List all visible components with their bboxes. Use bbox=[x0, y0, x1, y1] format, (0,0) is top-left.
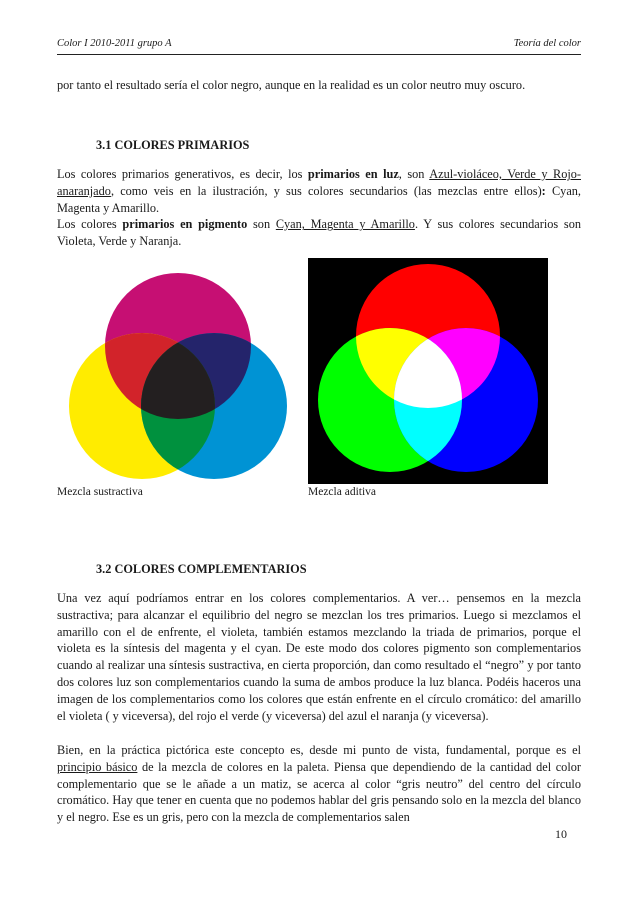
text-run: , como veis en la ilustración, y sus colores secundarios (las mezclas entre ellos) bbox=[110, 183, 542, 198]
primarios-paragraph bbox=[57, 166, 581, 250]
bold-text: primarios en pigmento bbox=[122, 217, 248, 232]
subtractive-caption: Mezcla sustractiva bbox=[57, 486, 143, 498]
underlined-text: Cyan, Magenta y Amarillo bbox=[275, 217, 415, 232]
text-run: Bien, en la práctica pictórica este concepto es, desde mi punto de vista, fundamental, porque es el bbox=[57, 743, 581, 757]
text-run: son bbox=[247, 217, 276, 232]
text-run: Los colores primarios generativos, es decir, los bbox=[57, 167, 308, 181]
page-header bbox=[57, 38, 581, 54]
underlined-text: Azul-violáceo, Verde y Rojo-anaranjado bbox=[57, 167, 581, 198]
text-run: . Y sus colores secundarios son Violeta, Verde y Naranja. bbox=[57, 217, 581, 249]
header-topic: Teoría del color bbox=[513, 38, 581, 49]
additive-mix-image bbox=[308, 258, 548, 484]
complementarios-paragraph: Una vez aquí podríamos entrar en los colores complementarios. A ver… pensemos en la mezcla sustractiva; para alcanzar el equilibrio del negro se mezclan los tres primarios. Luego si mezclamos el amarillo con el de enfrente, el violeta, también estamos mezclando la triada de primarios, porque el violeta es la síntesis del magenta y el cyan. De este modo dos colores pigmento son complementarios cuando al realizar una síntesis sustractiva, en cierta proporción, dan como resultado el “negro” y por tanto dos colores luz son complementarios cuando la suma de ambos produce la luz blanca. Podéis haceros una imagen de los complementarios como los colores que están enfrente en el círculo cromático: del amarillo el violeta ( y viceversa), del rojo el verde (y viceversa) del azul el naranja (y viceversa). bbox=[57, 591, 581, 723]
bold-text: primarios en luz bbox=[307, 167, 399, 181]
section-heading-primarios: 3.1 COLORES PRIMARIOS bbox=[96, 138, 250, 152]
bold-text: : bbox=[541, 183, 546, 198]
intro-paragraph: por tanto el resultado sería el color negro, aunque en la realidad es un color neutro muy oscuro. bbox=[57, 78, 526, 92]
additive-caption: Mezcla aditiva bbox=[308, 486, 377, 498]
underlined-text: principio básico bbox=[57, 759, 138, 774]
header-course: Color I 2010-2011 grupo A bbox=[57, 38, 172, 49]
text-run: de la mezcla de colores en la paleta. Piensa que dependiendo de la cantidad del color complementario que se le añade a un matiz, se acerca al color “gris neutro” del centro del círculo cromático. Hay que tener en cuenta que no podemos hablar del gris pensando solo en la mezcla del blanco y el negro. Ese es un gris, pero con la mezcla de complementarios salen bbox=[57, 759, 581, 825]
section-heading-complementarios: 3.2 COLORES COMPLEMENTARIOS bbox=[96, 562, 307, 576]
text-run: Cyan, Magenta y Amarillo. bbox=[57, 183, 581, 215]
text-run: , son bbox=[398, 167, 430, 181]
header-rule bbox=[57, 54, 581, 55]
practice-paragraph bbox=[57, 742, 581, 826]
page-number: 10 bbox=[555, 827, 567, 841]
subtractive-mix-image bbox=[57, 266, 307, 482]
text-run: Los colores bbox=[57, 217, 123, 232]
